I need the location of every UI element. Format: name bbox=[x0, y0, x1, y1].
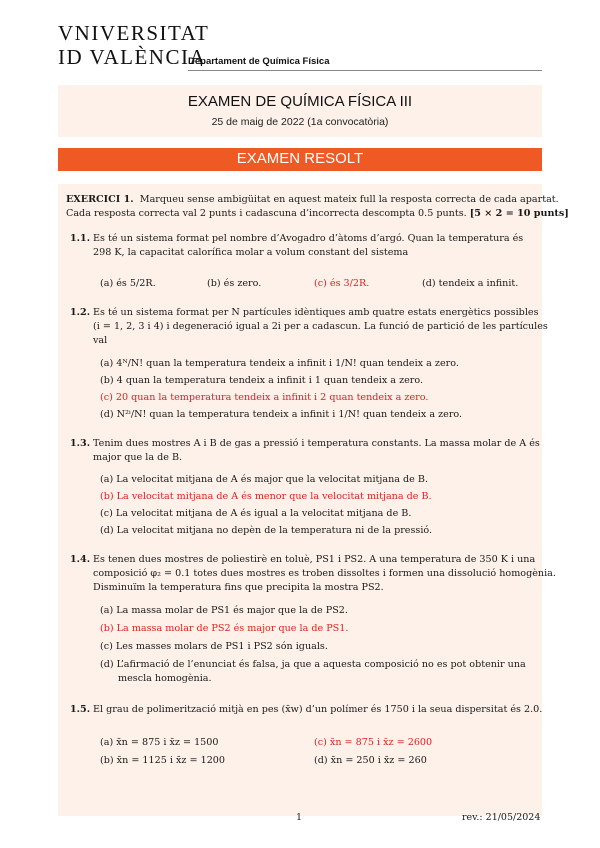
university-logo-top: VNIVERSITAT bbox=[58, 21, 210, 45]
question-text-line: Es tenen dues mostres de poliestirè en toluè, PS1 i PS2. A una temperatura de 350 K i una bbox=[93, 554, 536, 565]
answer-option-correct: (b) La velocitat mitjana de A és menor que la velocitat mitjana de B. bbox=[100, 491, 432, 502]
answer-option: (c) La velocitat mitjana de A és igual a la velocitat mitjana de B. bbox=[100, 508, 412, 519]
answer-option: (b) és zero. bbox=[207, 278, 262, 289]
question-number: 1.1. bbox=[70, 233, 91, 244]
question-text-line: Es té un sistema format per N partícules idèntiques amb quatre estats energètics possibles bbox=[93, 307, 539, 318]
question-number: 1.2. bbox=[70, 307, 91, 318]
university-logo-bottom: ID VALÈNCIA bbox=[58, 45, 207, 69]
question-text-line: composició φ₂ = 0.1 totes dues mostres es troben dissoltes i formen una dissolució homogènia. bbox=[93, 568, 556, 579]
question-text-line: major que la de B. bbox=[93, 452, 183, 463]
answer-option: (d) N²ⁱ/N! quan la temperatura tendeix a infinit i 1/N! quan tendeix a zero. bbox=[100, 409, 463, 420]
department-name: Departament de Química Física bbox=[188, 56, 330, 67]
answer-option: (d) x̄n = 250 i x̄z = 260 bbox=[314, 755, 427, 766]
exercise-intro-line2 bbox=[66, 207, 569, 221]
exercise-points: [5 × 2 = 10 punts] bbox=[469, 208, 569, 219]
answer-option-correct: (c) 20 quan la temperatura tendeix a infinit i 2 quan tendeix a zero. bbox=[100, 392, 429, 403]
question-number: 1.3. bbox=[70, 438, 91, 449]
exercise-label: EXERCICI 1. bbox=[66, 194, 134, 205]
exam-title: EXAMEN DE QUÍMICA FÍSICA III bbox=[187, 93, 413, 110]
answer-option-correct: (c) x̄n = 875 i x̄z = 2600 bbox=[314, 737, 433, 748]
question-text-line: El grau de polimerització mitjà en pes (x̄w) d’un polímer és 1750 i la seua dispersitat és 2.0. bbox=[93, 704, 543, 715]
question-text-line: Es té un sistema format pel nombre d’Avogadro d’àtoms d’argó. Quan la temperatura és bbox=[93, 233, 524, 244]
exercise-intro-line1 bbox=[66, 193, 559, 207]
question-text-line: Tenim dues mostres A i B de gas a pressió i temperatura constants. La massa molar de A és bbox=[93, 438, 540, 449]
answer-option: (c) Les masses molars de PS1 i PS2 són iguals. bbox=[100, 641, 328, 652]
exam-date: 25 de maig de 2022 (1a convocatòria) bbox=[211, 116, 389, 128]
answer-option-correct: (c) és 3/2R. bbox=[314, 278, 370, 289]
question-number: 1.5. bbox=[70, 704, 91, 715]
answer-option-continuation: mescla homogènia. bbox=[118, 673, 212, 684]
question-text-line: 298 K, la capacitat calorífica molar a volum constant del sistema bbox=[93, 247, 409, 258]
question-number: 1.4. bbox=[70, 554, 91, 565]
question-text-line: (i = 1, 2, 3 i 4) i degeneració igual a 2i per a cadascun. La funció de partició de les partícules bbox=[93, 321, 548, 332]
answer-option: (b) x̄n = 1125 i x̄z = 1200 bbox=[100, 755, 226, 766]
exercise-intro-1: Marqueu sense ambigüitat en aquest mateix full la resposta correcta de cada apartat. bbox=[139, 194, 559, 205]
page-number: 1 bbox=[296, 812, 303, 823]
answer-option: (a) 4ᴺ/N! quan la temperatura tendeix a infinit i 1/N! quan tendeix a zero. bbox=[100, 358, 459, 369]
exercise-intro-2: Cada resposta correcta val 2 punts i cadascuna d’incorrecta descompta 0.5 punts. bbox=[66, 208, 467, 219]
answer-option: (a) La massa molar de PS1 és major que la de PS2. bbox=[100, 605, 348, 616]
question-text-line: val bbox=[93, 335, 108, 346]
answer-option: (d) L’afirmació de l’enunciat és falsa, ja que a aquesta composició no es pot obtenir una bbox=[100, 659, 526, 670]
header-divider bbox=[188, 70, 542, 71]
answer-option: (a) La velocitat mitjana de A és major que la velocitat mitjana de B. bbox=[100, 474, 429, 485]
answer-option: (a) x̄n = 875 i x̄z = 1500 bbox=[100, 737, 219, 748]
revision-date: rev.: 21/05/2024 bbox=[462, 812, 541, 823]
question-text-line: Disminuïm la temperatura fins que precipita la mostra PS2. bbox=[93, 582, 384, 593]
answer-option: (b) 4 quan la temperatura tendeix a infinit i 1 quan tendeix a zero. bbox=[100, 375, 424, 386]
answer-option-correct: (b) La massa molar de PS2 és major que la de PS1. bbox=[100, 623, 349, 634]
answer-option: (d) tendeix a infinit. bbox=[422, 278, 519, 289]
answer-option: (d) La velocitat mitjana no depèn de la temperatura ni de la pressió. bbox=[100, 525, 433, 536]
answer-option: (a) és 5/2R. bbox=[100, 278, 156, 289]
solved-banner-text: EXAMEN RESOLT bbox=[236, 150, 364, 167]
